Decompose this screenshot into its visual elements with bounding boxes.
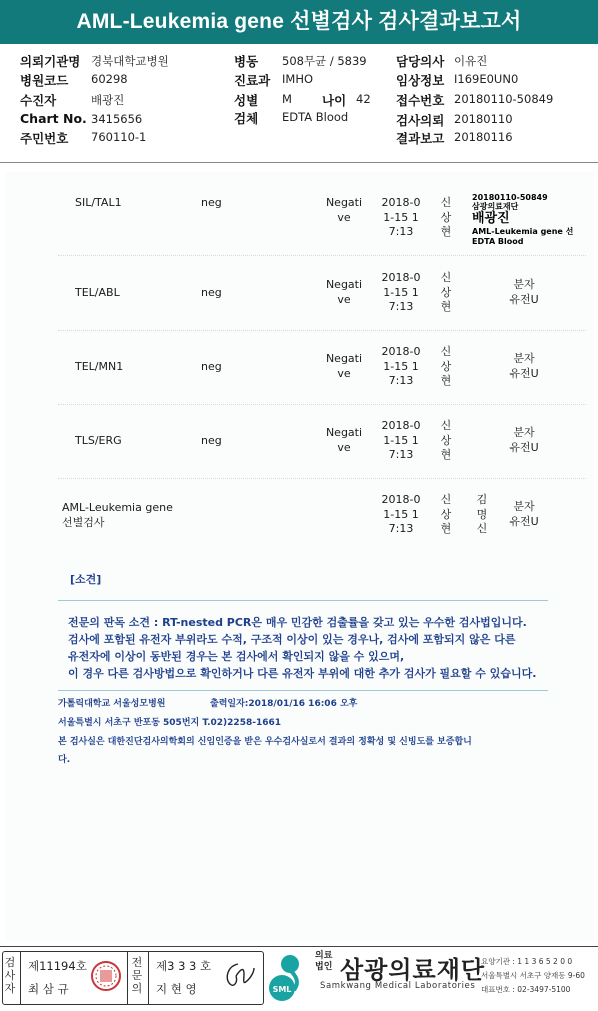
test-interpretation: Negati ve <box>325 196 363 224</box>
specialist-name: 지 현 영 <box>156 982 197 996</box>
specialist-license: 제3 3 3 호 <box>156 959 212 973</box>
inspector-label: 검사자 <box>4 956 16 995</box>
org-english-name: Samkwang Medical Laboratories <box>320 981 476 991</box>
svg-text:SML: SML <box>272 985 292 994</box>
chart-value: 3415656 <box>91 112 143 126</box>
test-date: 2018-0 1-15 1 7:13 <box>381 196 421 238</box>
receipt-label: 접수번호 <box>396 93 445 108</box>
test-date: 2018-0 1-15 1 7:13 <box>381 493 421 535</box>
report-date-label: 결과보고 <box>396 131 445 146</box>
handwritten-signature <box>218 958 258 992</box>
sex-value: M <box>282 92 292 106</box>
test-interpretation: Negati ve <box>325 426 363 454</box>
row-divider <box>58 255 586 256</box>
doctor-label: 담당의사 <box>396 54 445 69</box>
scan-hospital: 가톨릭대학교 서울성모병원 <box>58 699 166 709</box>
test-technician: 신 상 현 <box>440 345 452 387</box>
age-value: 42 <box>356 92 371 106</box>
specimen-value: EDTA Blood <box>282 110 349 124</box>
footer-divider <box>58 690 548 691</box>
ward-value: 508무균 / 5839 <box>282 54 367 68</box>
specialist-label: 전문의 <box>131 956 143 995</box>
test-interpretation: Negati ve <box>325 352 363 380</box>
hospital-value: 경북대학교병원 <box>91 54 169 68</box>
ward-label: 병동 <box>234 54 259 69</box>
org-code: 요양기관 : 1 1 3 6 5 2 0 0 <box>481 957 573 966</box>
scan-notice: 본 검사실은 대한진단검사의학회의 신임인증을 받은 우수검사실로서 결과의 정확성 및 신빙도를 보증합니 <box>58 737 472 747</box>
sig-divider <box>20 952 21 1004</box>
test-result: neg <box>201 360 222 373</box>
scan-address: 서울특별시 서초구 반포동 505번지 T.02)2258-1661 <box>58 718 282 728</box>
findings-text: 전문의 판독 소견 : RT-nested PCR은 매우 민감한 검출률을 갖고 있는 우수한 검사법입니다. 검사에 포함된 유전자 부위라도 수적, 구조적 이상이 있는 경우나, 검사에 포함되지 않은 다른 유전자에 이상이 동반된 경우는 본 검사에서 확인되지 않을 수 있으며, 이 경우 다른 검사방법으로 확인하거나 다른 유전자 부위에 대한 추가 검사가 필요할 수 있습니다. <box>68 616 537 680</box>
test-technician: 신 상 현 <box>440 493 452 535</box>
specimen-label: 검체 <box>234 111 259 126</box>
row-divider <box>58 404 586 405</box>
clinical-value: I169E0UN0 <box>454 72 519 86</box>
test-department: 분자 유전U <box>509 278 539 306</box>
test-technician: 신 상 현 <box>440 271 452 313</box>
row-divider <box>58 478 586 479</box>
dept-label: 진료과 <box>234 73 271 88</box>
doctor-value: 이유진 <box>454 54 488 68</box>
test-name: TEL/ABL <box>75 286 120 299</box>
test-department: 분자 유전U <box>509 426 539 454</box>
dept-value: IMHO <box>282 72 314 86</box>
findings-heading: [소견] <box>70 573 102 586</box>
code-value: 60298 <box>91 72 128 86</box>
sex-label: 성별 <box>234 93 259 108</box>
clinical-label: 임상정보 <box>396 73 445 88</box>
org-address: 서울특별시 서초구 양재동 9-60 <box>481 971 585 980</box>
request-label: 검사의뢰 <box>396 113 445 128</box>
sml-logo-icon <box>266 950 314 1002</box>
report-header <box>0 0 598 44</box>
report-date-value: 20180116 <box>454 130 513 144</box>
hospital-label: 의뢰기관명 <box>20 54 81 69</box>
test-result: neg <box>201 286 222 299</box>
sig-divider <box>127 952 128 1004</box>
test-technician: 신 상 현 <box>440 196 452 238</box>
chart-label: Chart No. <box>20 111 87 126</box>
patient-label: 수진자 <box>20 93 57 108</box>
inspector-name: 최 삼 규 <box>28 982 69 996</box>
age-label: 나이 <box>322 93 347 108</box>
test-result: neg <box>201 196 222 209</box>
findings-divider <box>58 600 548 601</box>
org-phone: 대표번호 : 02-3497-5100 <box>481 985 571 994</box>
test-date: 2018-0 1-15 1 7:13 <box>381 345 421 387</box>
seal-stamp <box>90 960 122 992</box>
test-name: TEL/MN1 <box>75 360 124 373</box>
test-name: SIL/TAL1 <box>75 196 122 209</box>
patient-info <box>0 44 598 164</box>
header-divider <box>0 162 598 163</box>
test-result: neg <box>201 434 222 447</box>
test-reviewer: 김 명 신 <box>476 493 488 535</box>
test-name: AML-Leukemia gene 선별검사 <box>62 501 173 529</box>
test-technician: 신 상 현 <box>440 419 452 461</box>
rrn-value: 760110-1 <box>91 130 147 144</box>
inspector-license: 제11194호 <box>28 959 87 973</box>
report-title: AML-Leukemia gene 선별검사 검사결과보고서 <box>76 10 522 33</box>
test-date: 2018-0 1-15 1 7:13 <box>381 419 421 461</box>
sig-divider <box>148 952 149 1004</box>
scan-notice-end: 다. <box>58 755 71 765</box>
rrn-label: 주민번호 <box>20 131 69 146</box>
patient-value: 배광진 <box>91 93 125 107</box>
code-label: 병원코드 <box>20 73 69 88</box>
row-divider <box>58 330 586 331</box>
test-department: 분자 유전U <box>509 500 539 528</box>
scan-printed-date: 출력일자:2018/01/16 16:06 오후 <box>210 699 358 709</box>
specimen-barcode-label: 20180110-50849 삼광의료재단 배광진 AML-Leukemia gene 선 EDTA Blood <box>472 193 574 246</box>
test-date: 2018-0 1-15 1 7:13 <box>381 271 421 313</box>
receipt-value: 20180110-50849 <box>454 92 554 106</box>
test-department: 분자 유전U <box>509 352 539 380</box>
org-type: 의료 법인 <box>315 951 333 972</box>
request-value: 20180110 <box>454 112 513 126</box>
test-interpretation: Negati ve <box>325 278 363 306</box>
test-name: TLS/ERG <box>75 434 122 447</box>
org-name: 삼광의료재단 <box>340 956 486 984</box>
